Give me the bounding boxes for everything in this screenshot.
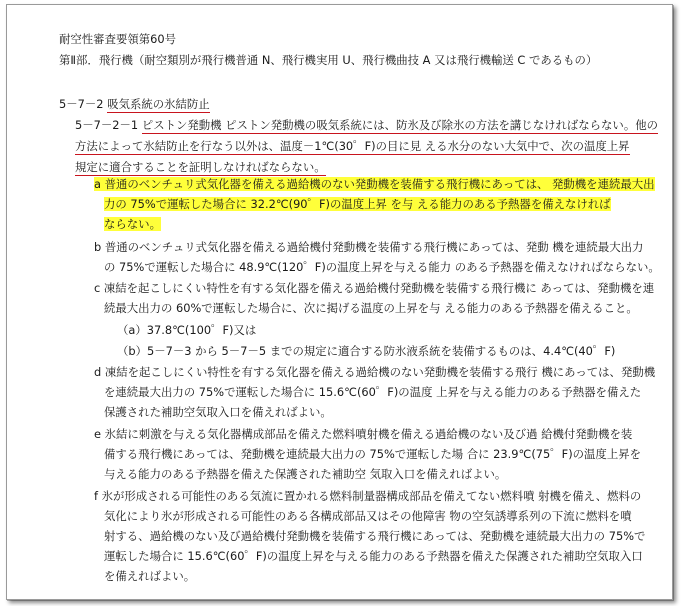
clause-f-line: 射する、過給機のない及び過給機付発動機を装備する飛行機にあっては、発動機を連続最大出力の 75%で bbox=[104, 529, 646, 543]
clause-c-sub-item: （a）37.8℃(100゜F)又は bbox=[117, 323, 257, 337]
clause-a-line bbox=[104, 197, 611, 211]
paragraph-text: 規定に適合することを証明しなければならない。 bbox=[75, 160, 326, 174]
clause-d-line: 保護された補助空気取入口を備えればよい。 bbox=[104, 405, 332, 419]
clause-e-line: e 氷結に刺激を与える気化器構成部品を備えた燃料噴射機を備える過給機のない及び過 給機付発動機を装 bbox=[94, 427, 633, 441]
clause-a-line bbox=[94, 177, 655, 191]
paragraph-line bbox=[75, 160, 326, 174]
document-page bbox=[6, 4, 673, 600]
clause-e-line: 備する飛行機にあっては、発動機を連続最大出力の 75%で運転した場 合に 23.9℃(75゜F)の温度上昇を bbox=[104, 447, 641, 461]
clause-f-line: 気化により氷が形成される可能性のある各構成部品又はその他障害 物の空気誘導系列の下流に燃料を噴 bbox=[104, 509, 632, 523]
paragraph-line bbox=[75, 118, 658, 132]
clause-c-sub-item: （b）5－7－3 から 5－7－5 までの規定に適合する防氷液系統を装備するものは、4.4℃(40゜F) bbox=[117, 344, 616, 358]
document-header: 耐空性審査要領第60号 bbox=[59, 32, 177, 46]
clause-f-line: f 氷が形成される可能性のある気流に置かれる燃料制量器構成部品を備えてない燃料噴 射機を備え、燃料の bbox=[94, 489, 642, 503]
section-title: 吸気系統の氷結防止 bbox=[107, 97, 210, 111]
section-number: 5－7－2 bbox=[59, 97, 104, 111]
clause-a-line bbox=[104, 217, 161, 231]
clause-d-line: d 凍結を起こしにくい特性を有する気化器を備える過給機のない発動機を装備する飛行 機にあっては、発動機 bbox=[94, 365, 656, 379]
clause-c-line: 続最大出力の 60%で運転した場合に、次に掲げる温度の上昇を与 える能力のある予熱器を備えること。 bbox=[104, 301, 638, 315]
highlighted-text: 力の 75%で運転した場合に 32.2℃(90゜F)の温度上昇 を与 える能力のある予熱器を備えなければ bbox=[104, 197, 611, 211]
paragraph-text: 方法によって氷結防止を行なう以外は、温度－1℃(30゜F)の目に見 える水分のない大気中で、次の温度上昇 bbox=[75, 139, 630, 153]
highlighted-text: ならない。 bbox=[104, 217, 161, 231]
document-subheader: 第Ⅱ部．飛行機（耐空類別が飛行機普通 N、飛行機実用 U、飛行機曲技 A 又は飛行機輸送 C であるもの） bbox=[59, 53, 598, 67]
clause-b-line: の 75%で運転した場合に 48.9℃(120゜F)の温度上昇を与える能力 のある予熱器を備えなければならない。 bbox=[104, 260, 660, 274]
section-heading bbox=[59, 97, 210, 111]
clause-d-line: を連続最大出力の 75%で運転した場合に 15.6℃(60゜F)の温度 上昇を与える能力のある予熱器を備えた bbox=[104, 385, 642, 399]
paragraph-line bbox=[75, 139, 630, 153]
clause-f-line: 運転した場合に 15.6℃(60゜F)の温度上昇を与える能力のある予熱器を備えた保護された補助空気取入口 bbox=[104, 549, 643, 563]
paragraph-text: ピストン発動機 ピストン発動機の吸気系統には、防氷及び除氷の方法を講じなければならない。他の bbox=[141, 118, 658, 132]
clause-f-line: を備えればよい。 bbox=[104, 569, 196, 583]
highlighted-text: a 普通のベンチュリ式気化器を備える過給機のない発動機を装備する飛行機にあっては、 発動機を連続最大出 bbox=[94, 177, 655, 191]
clause-e-line: 与える能力のある予熱器を備えた保護された補助空 気取入口を備えればよい。 bbox=[104, 467, 507, 481]
clause-b-line: b 普通のベンチュリ式気化器を備える過給機付発動機を装備する飛行機にあっては、発動 機を連続最大出力 bbox=[94, 240, 644, 254]
clause-c-line: c 凍結を起こしにくい特性を有する気化器を備える過給機付発動機を装備する飛行機に あっては、発動機を連 bbox=[94, 281, 655, 295]
paragraph-number: 5－7－2－1 bbox=[75, 118, 139, 132]
